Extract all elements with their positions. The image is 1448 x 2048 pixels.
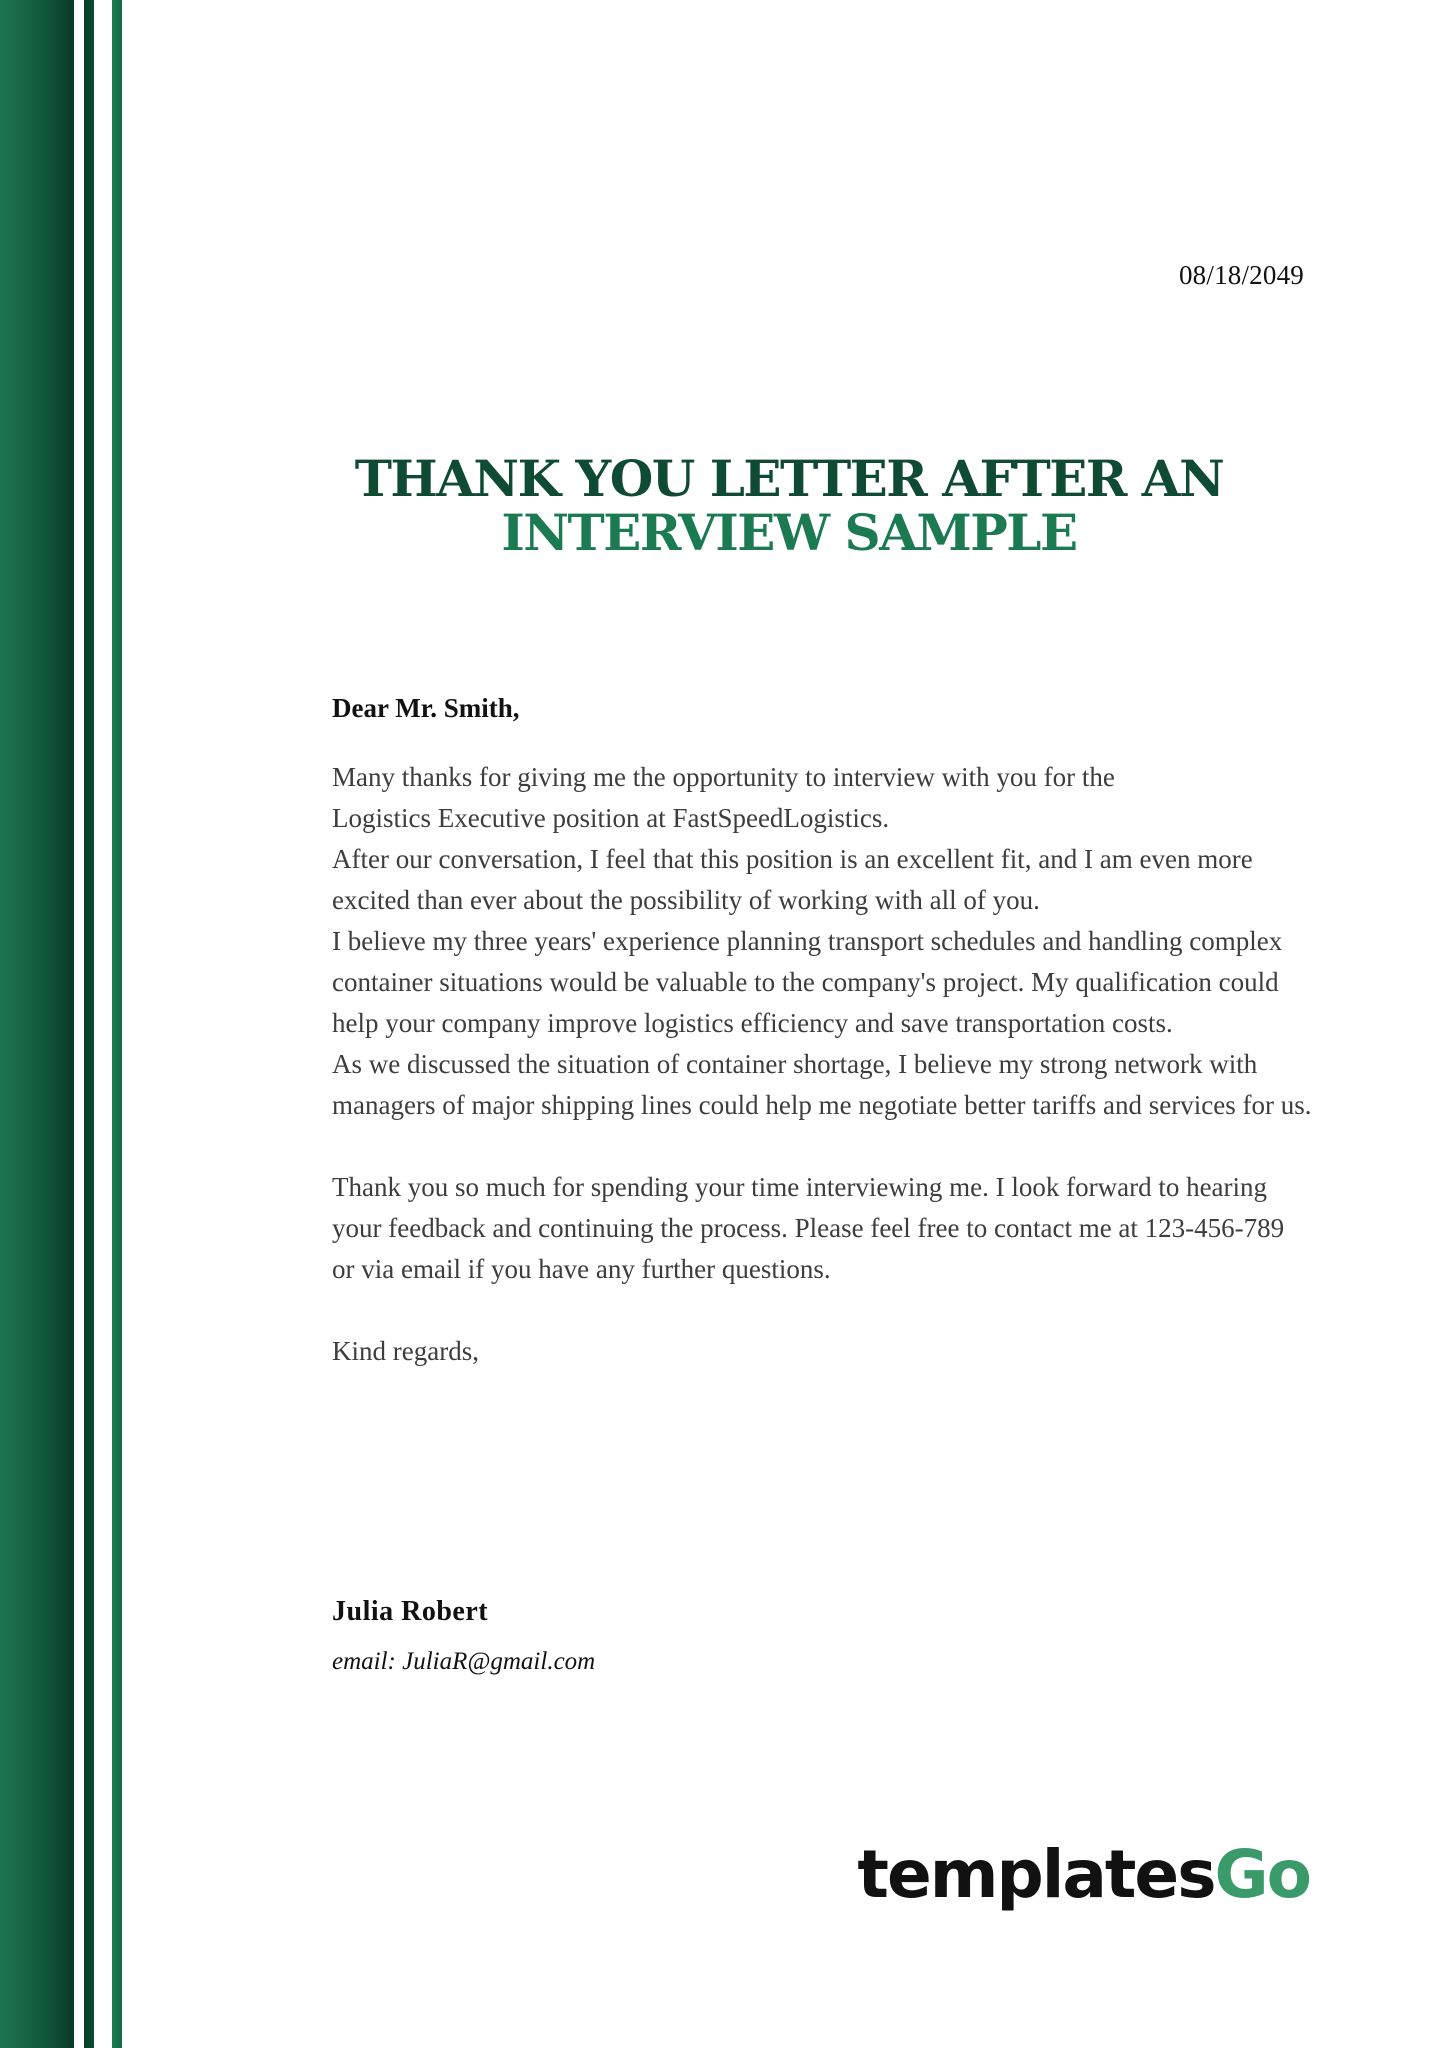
signature-email: email: JuliaR@gmail.com	[332, 1648, 596, 1675]
paragraph-spacer	[332, 1126, 1312, 1167]
closing: Kind regards,	[332, 1336, 479, 1366]
templatesgo-logo	[857, 1836, 1310, 1913]
paragraph-1-line-1: Many thanks for giving me the opportunity to interview with you for the	[332, 762, 1115, 792]
letter-date: 08/18/2049	[1178, 260, 1304, 290]
paragraph-4: As we discussed the situation of container shortage, I believe my strong network with managers of major shipping lines could help me negotiate better tariffs and services for us.	[332, 1049, 1312, 1120]
title-line-1: THANK YOU LETTER AFTER AN	[354, 449, 1224, 508]
logo-text-go: Go	[1214, 1836, 1310, 1913]
paragraph-1-line-2: Logistics Executive position at FastSpeedLogistics.	[332, 803, 890, 833]
paragraph-2: After our conversation, I feel that this position is an excellent fit, and I am even more excited than ever about the possibility of working with all of you.	[332, 844, 1253, 915]
letter-body	[332, 688, 1312, 1372]
paragraph-spacer	[332, 1290, 1312, 1331]
signature-name: Julia Robert	[332, 1596, 489, 1627]
letter-title	[130, 449, 1448, 562]
logo-text-templates: templates	[857, 1836, 1215, 1913]
left-decorative-stripe-light	[112, 0, 122, 2048]
salutation: Dear Mr. Smith,	[332, 693, 520, 723]
paragraph-3: I believe my three years' experience planning transport schedules and handling complex container situations would be valuable to the company's project. My qualification could help your company improve logistics efficiency and save transportation costs.	[332, 926, 1283, 1038]
left-decorative-stripe-dark	[84, 0, 94, 2048]
title-line-2: INTERVIEW SAMPLE	[501, 503, 1077, 562]
paragraph-5: Thank you so much for spending your time interviewing me. I look forward to hearing your feedback and continuing the process. Please feel free to contact me at 123-456-789 or via email if you have any further questions.	[332, 1172, 1285, 1284]
left-decorative-band	[0, 0, 74, 2048]
